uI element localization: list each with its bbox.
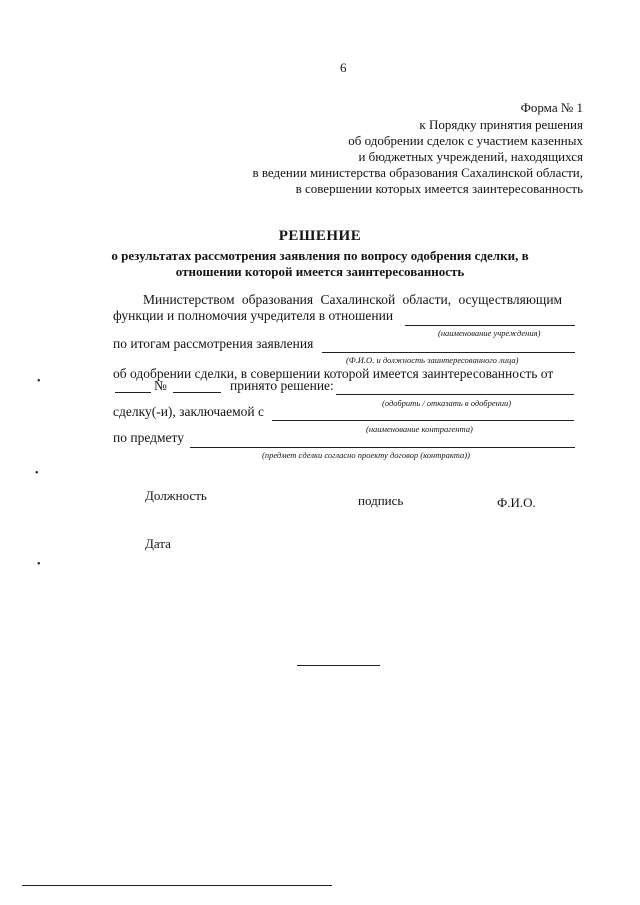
counterparty-hint: (наименование контрагента) [366,424,473,434]
document-title: РЕШЕНИЕ [278,228,362,244]
header-line-3: и бюджетных учреждений, находящихся [358,149,583,164]
sign-label: подпись [358,493,404,508]
decision-hint: (одобрить / отказать в одобрении) [382,398,512,408]
header-line-2: об одобрении сделок с участием казенных [348,133,583,148]
form-label: Форма № 1 [520,100,583,115]
scan-mark: • [37,376,41,387]
person-line [322,352,575,353]
results-label: по итогам рассмотрения заявления [113,336,314,351]
number-sign: № [154,378,167,393]
date-blank-line [115,392,151,393]
header-line-4: в ведении министерства образования Сахалинской области, [252,165,583,180]
header-line-1: к Порядку принятия решения [419,117,583,132]
position-label: Должность [145,488,207,503]
footer-line [22,885,332,886]
subject-hint: (предмет сделки согласно проекту договор (контракта)) [262,450,470,460]
deal-label: сделку(-и), заключаемой с [113,404,265,419]
institution-line [405,325,575,326]
subject-label: по предмету [113,430,185,445]
name-label: Ф.И.О. [497,495,536,510]
decision-line [336,394,574,395]
document-subtitle-1: о результатах рассмотрения заявления по вопросу одобрения сделки, в [111,248,529,263]
paragraph-line-1: Министерством образования Сахалинской области, осуществляющим [143,292,563,307]
institution-hint: (наименование учреждения) [438,328,541,338]
person-hint: (Ф.И.О. и должность заинтересованного лица) [346,355,519,365]
separator-line [297,665,380,666]
document-subtitle-2: отношении которой имеется заинтересованность [175,264,465,279]
header-line-5: в совершении которых имеется заинтересованность [295,181,583,196]
subject-line [190,447,575,448]
approval-line: об одобрении сделки, в совершении которой имеется заинтересованность от [113,366,554,381]
decision-label: принято решение: [230,378,334,393]
scan-mark: • [35,468,39,479]
date-label: Дата [145,536,171,551]
paragraph-line-2: функции и полномочия учредителя в отношении [113,308,394,323]
counterparty-line [272,420,574,421]
page-number: 6 [340,60,347,75]
scan-mark: • [37,559,41,570]
number-blank-line [173,392,221,393]
